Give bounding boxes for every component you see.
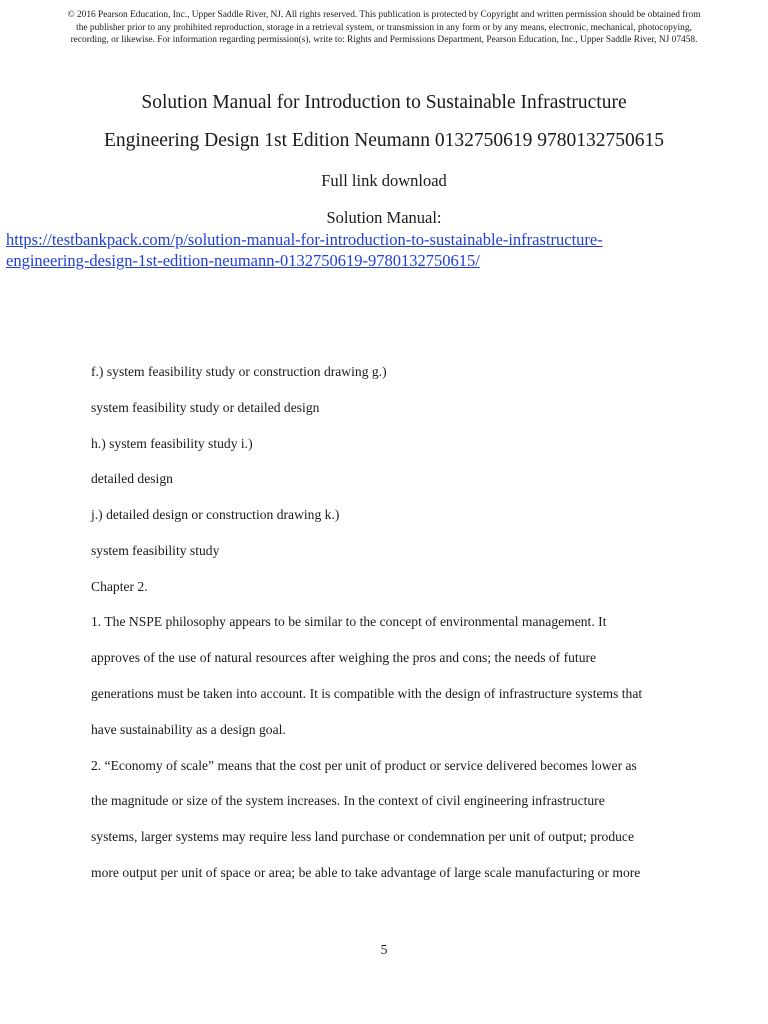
copyright-notice [8,9,760,47]
download-link-line-1[interactable]: https://testbankpack.com/p/solution-manual-for-introduction-to-sustainable-infrastructure- [6,230,603,249]
download-link[interactable] [6,229,766,271]
body-line: approves of the use of natural resources after weighing the pros and cons; the needs of future [91,650,597,665]
body-line: systems, larger systems may require less land purchase or condemnation per unit of output; produce [91,829,634,844]
body-line: system feasibility study [91,543,220,558]
body-line: 1. The NSPE philosophy appears to be similar to the concept of environmental management. It [91,614,607,629]
copyright-line: recording, or likewise. For information regarding permission(s), write to: Rights and Permissions Department, Pearson Education, Inc., Upper Saddle River, NJ 07458. [70,35,698,45]
copyright-line: the publisher prior to any prohibited reproduction, storage in a retrieval system, or transmission in any form or by any means, electronic, mechanical, photocopying, [76,22,692,33]
download-link-line-2[interactable]: engineering-design-1st-edition-neumann-0132750619-9780132750615/ [6,251,480,270]
document-title-line-1: Solution Manual for Introduction to Sustainable Infrastructure [141,92,627,113]
copyright-line: © 2016 Pearson Education, Inc., Upper Saddle River, NJ. All rights reserved. This publication is protected by Copyright and written permission should be obtained from [67,10,701,20]
body-line: f.) system feasibility study or construction drawing g.) [91,364,387,379]
body-line: h.) system feasibility study i.) [91,436,253,451]
body-line: have sustainability as a design goal. [91,722,286,737]
body-line: the magnitude or size of the system increases. In the context of civil engineering infrastructure [91,793,605,808]
body-line: more output per unit of space or area; be able to take advantage of large scale manufacturing or more [91,865,641,880]
body-line: 2. “Economy of scale” means that the cost per unit of product or service delivered becomes lower as [91,758,637,773]
body-line: system feasibility study or detailed design [91,400,320,415]
document-title-line-2: Engineering Design 1st Edition Neumann 0132750619 9780132750615 [103,130,665,151]
page-number: 5 [380,942,388,957]
body-line: generations must be taken into account. It is compatible with the design of infrastructure systems that [91,686,643,701]
full-link-download-label: Full link download [321,171,447,190]
body-line: detailed design [91,471,173,486]
solution-manual-label: Solution Manual: [326,208,442,227]
body-line: j.) detailed design or construction drawing k.) [91,507,340,522]
chapter-heading: Chapter 2. [91,579,148,594]
